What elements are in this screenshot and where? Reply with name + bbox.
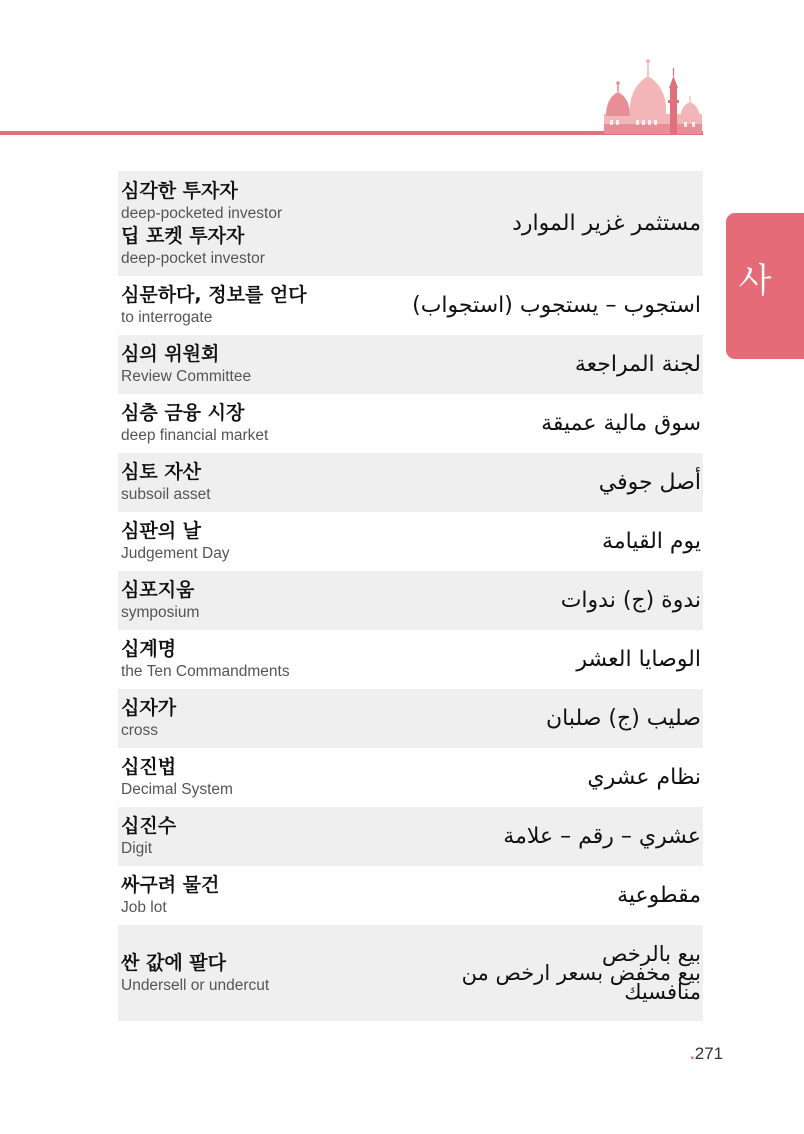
header-rule	[0, 131, 703, 135]
table-row	[118, 807, 703, 866]
table-row	[118, 748, 703, 807]
table-row	[118, 276, 703, 335]
arabic-term: نظام عشري	[587, 764, 701, 790]
english-term: deep-pocketed investor	[121, 204, 283, 222]
page-number-dot: .	[690, 1044, 695, 1063]
table-row	[118, 171, 703, 276]
page-number	[690, 1044, 723, 1064]
korean-term: 심각한 투자자	[121, 179, 238, 202]
arabic-term: صليب (ج) صلبان	[545, 705, 701, 731]
table-row	[118, 453, 703, 512]
english-term: Job lot	[121, 899, 167, 916]
arabic-term: يوم القيامة	[602, 528, 701, 554]
table-row	[118, 630, 703, 689]
table-row	[118, 335, 703, 394]
korean-term: 심층 금융 시장	[121, 402, 245, 424]
english-term: Undersell or undercut	[121, 976, 270, 994]
arabic-term: مستثمر غزير الموارد	[512, 210, 701, 236]
section-tab-label: 사	[738, 261, 772, 301]
korean-term: 십진수	[121, 815, 177, 837]
korean-term: 심판의 날	[121, 520, 202, 542]
english-term: Decimal System	[121, 781, 233, 798]
english-term: Judgement Day	[121, 545, 230, 562]
english-term: symposium	[121, 604, 200, 621]
page-number-value: 271	[694, 1044, 724, 1063]
arabic-term: منافسيك	[624, 979, 701, 1004]
arabic-term: سوق مالية عميقة	[541, 410, 701, 436]
arabic-term: لجنة المراجعة	[574, 351, 701, 377]
table-row	[118, 394, 703, 453]
korean-term: 싸구려 물건	[121, 874, 220, 896]
korean-term: 십자가	[121, 697, 177, 719]
english-term: Review Committee	[121, 368, 252, 385]
korean-term: 심문하다, 정보를 얻다	[121, 284, 307, 306]
korean-term: 십진법	[121, 756, 177, 778]
arabic-term: مقطوعية	[617, 882, 701, 908]
english-term: cross	[121, 722, 159, 739]
table-row	[118, 512, 703, 571]
table-row	[118, 571, 703, 630]
arabic-term: عشري – رقم – علامة	[503, 823, 701, 849]
table-row	[118, 925, 703, 1021]
mosque-illustration-icon	[600, 58, 704, 134]
english-term: to interrogate	[121, 309, 213, 326]
korean-term: 심의 위원회	[121, 343, 220, 365]
korean-term: 싼 값에 팔다	[121, 951, 226, 974]
english-term: the Ten Commandments	[121, 663, 290, 680]
arabic-term: أصل جوفي	[598, 469, 701, 495]
table-row	[118, 689, 703, 748]
arabic-term: بيع مخفض بسعر ارخص من	[461, 960, 701, 985]
arabic-term: استجوب – يستجوب (استجواب)	[412, 292, 701, 318]
korean-term: 딥 포켓 투자자	[121, 224, 245, 247]
english-term: Digit	[121, 840, 153, 857]
arabic-term: ندوة (ج) ندوات	[560, 587, 701, 613]
korean-term: 심포지움	[121, 579, 195, 601]
arabic-term: بيع بالرخص	[602, 941, 701, 966]
english-term: subsoil asset	[121, 486, 211, 503]
arabic-term: الوصايا العشر	[576, 646, 701, 672]
korean-term: 십계명	[121, 638, 177, 660]
english-term: deep financial market	[121, 427, 269, 444]
korean-term: 심토 자산	[121, 461, 202, 483]
section-tab[interactable]	[726, 213, 804, 359]
english-term: deep-pocket investor	[121, 249, 265, 267]
table-row	[118, 866, 703, 925]
dictionary-table	[118, 171, 703, 1021]
